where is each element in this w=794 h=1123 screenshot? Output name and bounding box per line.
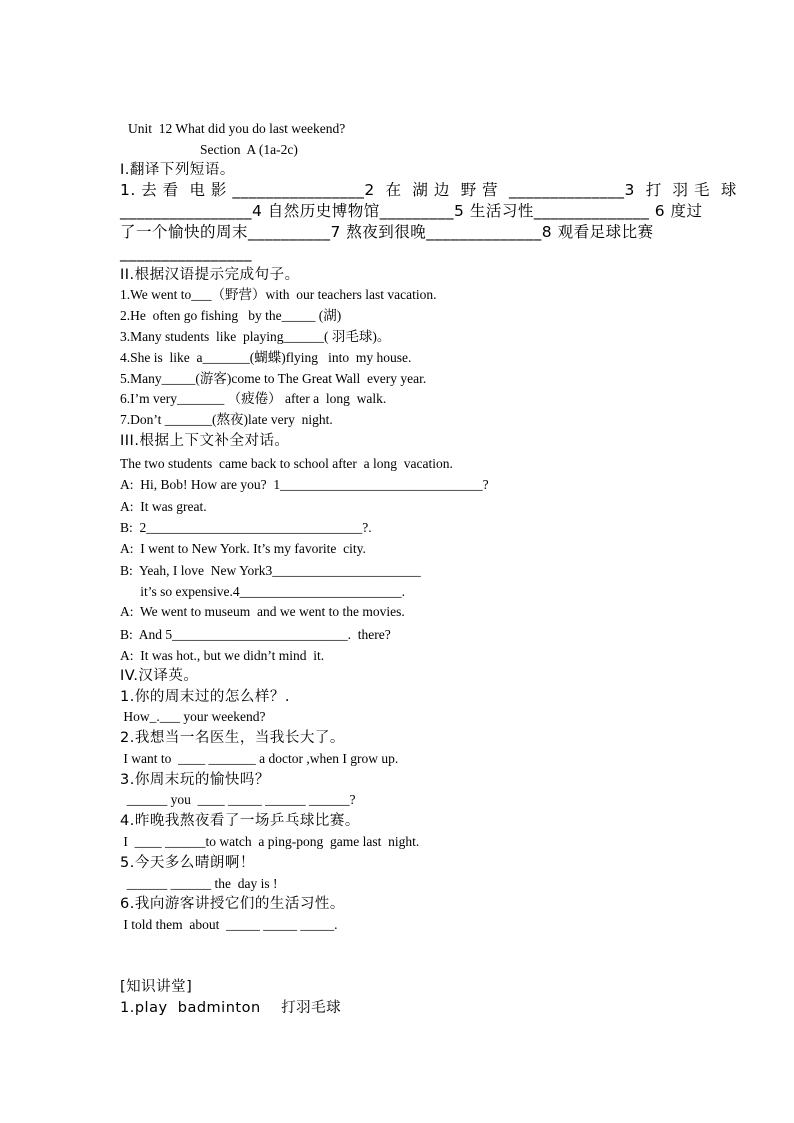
part2-sentence: 1.We went to___（野营）with our teachers last vacation. (120, 287, 437, 302)
part3-dialogue-line: A: It was great. (120, 499, 207, 514)
part4-item-en: ______ ______ the day is ! (120, 876, 278, 891)
part4-item-cn: 1.你的周末过的怎么样？. (120, 689, 290, 705)
part1-line: ________________ (120, 244, 252, 262)
part1-line: 了一个愉快的周末__________7 熬夜到很晚______________8 观看足球比赛 (120, 223, 654, 241)
part4-item-cn: 3.你周末玩的愉快吗？ (120, 772, 270, 788)
part3-dialogue-line: A: I went to New York. It’s my favorite city. (120, 541, 366, 556)
part4-item-cn: 4.昨晚我熬夜看了一场乒乓球比赛。 (120, 813, 360, 829)
part1-line: ________________4 自然历史博物馆_________5 生活习性______________ 6 度过 (120, 202, 703, 220)
part2-sentence: 4.She is like a_______(蝴蝶)flying into my house. (120, 350, 412, 365)
part3-dialogue-line: A: It was hot., but we didn’t mind it. (120, 648, 325, 663)
part3-dialogue-line: A: Hi, Bob! How are you? 1______________________________? (120, 477, 489, 492)
part4-item-cn: 5.今天多么晴朗啊！ (120, 855, 255, 871)
part2-sentence: 3.Many students like playing______( 羽毛球)。 (120, 329, 391, 344)
part1-heading: I.翻译下列短语。 (120, 162, 235, 178)
part4-item-en: ______ you ____ _____ ______ ______? (120, 792, 356, 807)
section-title: Section A (1a-2c) (200, 142, 298, 157)
part4-item-cn: 2.我想当一名医生，当我长大了。 (120, 730, 345, 746)
knowledge-heading: [知识讲堂] (120, 979, 193, 995)
knowledge-item: 1.play badminton 打羽毛球 (120, 1000, 342, 1016)
part4-item-cn: 6.我向游客讲授它们的生活习性。 (120, 896, 345, 912)
part3-dialogue-line: it’s so expensive.4________________________. (120, 584, 405, 599)
part3-dialogue-line: B: And 5__________________________. there? (120, 627, 391, 642)
part1-line: 1. 去 看 电 影 ________________2 在 湖 边 野 营 ______________3 打 羽 毛 球 (120, 181, 737, 199)
unit-title: Unit 12 What did you do last weekend? (128, 121, 346, 136)
part2-sentence: 2.He often go fishing by the_____ (湖) (120, 308, 342, 323)
part2-sentence: 6.I’m very_______ （疲倦） after a long walk. (120, 391, 387, 406)
part4-item-en: I told them about _____ _____ _____. (120, 917, 338, 932)
part4-item-en: I want to ____ _______ a doctor ,when I grow up. (120, 751, 399, 766)
part3-dialogue-line: The two students came back to school after a long vacation. (120, 456, 453, 471)
part3-dialogue-line: A: We went to museum and we went to the movies. (120, 604, 405, 619)
part4-item-en: I ____ ______to watch a ping-pong game last night. (120, 834, 420, 849)
part4-heading: IV.汉译英。 (120, 668, 199, 684)
part3-dialogue-line: B: 2________________________________?. (120, 520, 372, 535)
part2-sentence: 5.Many_____(游客)come to The Great Wall every year. (120, 371, 427, 386)
part3-dialogue-line: B: Yeah, I love New York3______________________ (120, 563, 421, 578)
part3-heading: III.根据上下文补全对话。 (120, 433, 290, 449)
part2-sentence: 7.Don’t _______(熬夜)late very night. (120, 412, 333, 427)
part4-item-en: How_.___ your weekend? (120, 709, 266, 724)
part2-heading: II.根据汉语提示完成句子。 (120, 267, 300, 283)
